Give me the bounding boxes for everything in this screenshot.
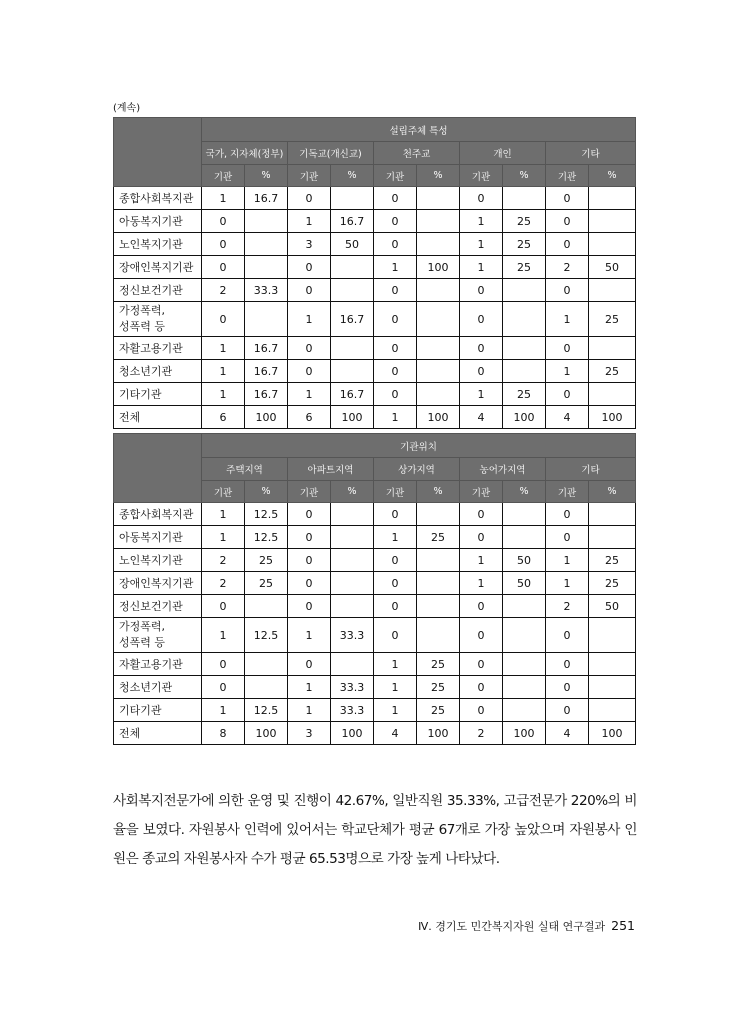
table-cell [417,233,460,256]
unit-header: 기관 [546,165,589,187]
table-cell: 25 [503,383,546,406]
table-cell: 0 [546,279,589,302]
table-cell: 1 [546,549,589,572]
table-cell [589,233,636,256]
table-cell: 6 [202,406,245,429]
unit-header: % [589,481,636,503]
table-cell: 12.5 [245,699,288,722]
table-cell [589,279,636,302]
table-cell: 2 [202,279,245,302]
table-cell: 0 [546,676,589,699]
table-cell: 16.7 [245,383,288,406]
table-cell [331,360,374,383]
row-label: 자활고용기관 [114,653,202,676]
table-cell: 0 [202,653,245,676]
table-row [114,360,636,383]
table-cell: 16.7 [331,302,374,337]
table-cell: 0 [288,187,331,210]
row-label: 아동복지기관 [114,526,202,549]
table-cell: 100 [417,406,460,429]
table-cell: 0 [374,572,417,595]
table-cell: 1 [288,699,331,722]
table-cell [245,210,288,233]
table-row [114,549,636,572]
table-cell: 25 [503,210,546,233]
table-cell: 0 [202,233,245,256]
table-cell: 1 [546,572,589,595]
row-label: 가정폭력, 성폭력 등 [114,618,202,653]
table-cell: 0 [460,526,503,549]
table-cell: 4 [374,722,417,745]
table-cell [417,549,460,572]
table-cell [417,595,460,618]
row-label: 아동복지기관 [114,210,202,233]
table-cell: 0 [374,503,417,526]
table-cell [417,187,460,210]
table-cell: 0 [374,337,417,360]
unit-header: % [417,165,460,187]
table-cell: 16.7 [245,360,288,383]
body-paragraph: 사회복지전문가에 의한 운영 및 진행이 42.67%, 일반직원 35.33%, 고급전문가 220%의 비율을 보였다. 자원봉사 인력에 있어서는 학교단체가 평균 67개로 가장 높았으며 자원봉사 인원은 종교의 자원봉사자 수가 평균 65.53명으로 가장 높게 나타났다. [113,793,637,867]
table-cell [503,360,546,383]
table-cell: 0 [546,233,589,256]
table-cell [589,676,636,699]
unit-header: 기관 [288,481,331,503]
table-cell: 0 [202,676,245,699]
table-cell: 0 [288,360,331,383]
table-cell [503,302,546,337]
table-group-header: 설립주체 특성 [202,118,636,142]
table-cell: 0 [460,279,503,302]
table-cell: 100 [245,722,288,745]
row-label: 종합사회복지관 [114,503,202,526]
table-cell: 0 [288,256,331,279]
column-header: 상가지역 [374,458,460,481]
table-cell [503,595,546,618]
table-cell [417,279,460,302]
table-cell: 6 [288,406,331,429]
table-cell: 0 [546,618,589,653]
table-cell: 25 [589,572,636,595]
table-cell: 8 [202,722,245,745]
table-cell: 1 [460,549,503,572]
row-label: 장애인복지기관 [114,256,202,279]
footer-chapter-title: Ⅳ. 경기도 민간복지자원 실태 연구결과 [418,920,606,933]
table-cell: 3 [288,722,331,745]
table-cell: 25 [589,549,636,572]
table-cell: 0 [374,360,417,383]
row-label: 가정폭력, 성폭력 등 [114,302,202,337]
table-cell [589,699,636,722]
column-header: 천주교 [374,142,460,165]
table-cell: 0 [546,653,589,676]
table-row [114,233,636,256]
table-cell: 0 [460,302,503,337]
table-cell: 1 [546,360,589,383]
table-cell: 0 [374,383,417,406]
table-cell: 0 [460,337,503,360]
table-cell: 0 [546,503,589,526]
table-cell: 1 [288,210,331,233]
table-cell: 1 [460,210,503,233]
table-cell: 12.5 [245,618,288,653]
table-cell: 0 [202,302,245,337]
table-cell: 25 [503,256,546,279]
table-cell: 12.5 [245,526,288,549]
row-label: 전체 [114,406,202,429]
table-cell: 0 [546,187,589,210]
column-header: 기독교(개신교) [288,142,374,165]
unit-header: 기관 [546,481,589,503]
table-cell: 1 [202,360,245,383]
table-cell: 2 [202,572,245,595]
column-header: 기타 [546,458,636,481]
table-cell: 3 [288,233,331,256]
table-row [114,653,636,676]
table-cell [589,618,636,653]
table-cell: 0 [288,595,331,618]
page-footer [418,918,635,934]
unit-header: 기관 [202,481,245,503]
row-label: 전체 [114,722,202,745]
table-cell: 1 [374,256,417,279]
table-cell: 1 [546,302,589,337]
row-label: 종합사회복지관 [114,187,202,210]
table-cell: 1 [202,503,245,526]
table-cell [245,256,288,279]
table-cell [503,526,546,549]
table-cell [589,526,636,549]
table-cell [331,337,374,360]
table-cell [503,618,546,653]
table-cell [417,360,460,383]
table-cell [589,503,636,526]
table-cell: 2 [546,595,589,618]
table-cell [245,302,288,337]
table-cell: 100 [417,722,460,745]
row-label: 자활고용기관 [114,337,202,360]
table-cell: 0 [374,595,417,618]
table-institution-location [113,433,636,745]
table-cell: 0 [460,676,503,699]
table-cell: 4 [546,406,589,429]
table-cell: 0 [460,503,503,526]
row-label: 노인복지기관 [114,233,202,256]
table-cell: 1 [288,618,331,653]
table-group-header: 기관위치 [202,434,636,458]
table-cell: 100 [417,256,460,279]
unit-header: 기관 [460,481,503,503]
column-header: 아파트지역 [288,458,374,481]
row-label: 노인복지기관 [114,549,202,572]
table-cell: 100 [503,722,546,745]
table-cell: 25 [417,676,460,699]
row-label: 청소년기관 [114,676,202,699]
table-cell: 0 [374,618,417,653]
table-cell: 50 [503,572,546,595]
row-label: 청소년기관 [114,360,202,383]
table-cell: 1 [374,699,417,722]
unit-header: 기관 [374,165,417,187]
table-cell [589,210,636,233]
table-row [114,279,636,302]
column-header: 국가, 지자체(정부) [202,142,288,165]
table-cell [331,595,374,618]
unit-header: % [245,481,288,503]
table-cell [589,383,636,406]
table-cell: 25 [417,699,460,722]
table-cell: 4 [546,722,589,745]
table-cell: 0 [374,279,417,302]
table-cell [417,618,460,653]
table-cell: 1 [288,676,331,699]
table-cell: 2 [460,722,503,745]
table-cell [331,503,374,526]
table-cell: 100 [503,406,546,429]
table-cell: 16.7 [331,383,374,406]
table-cell: 0 [460,653,503,676]
table-row [114,595,636,618]
table-cell [503,503,546,526]
row-label: 기타기관 [114,383,202,406]
table-cell: 0 [374,549,417,572]
table-cell: 0 [546,210,589,233]
unit-header: % [589,165,636,187]
table-cell: 1 [374,676,417,699]
table-row [114,526,636,549]
table-cell: 0 [288,549,331,572]
table-cell [417,572,460,595]
table-cell [245,595,288,618]
table-cell: 100 [245,406,288,429]
table-cell: 1 [460,256,503,279]
table-row [114,722,636,745]
row-label: 기타기관 [114,699,202,722]
table-cell: 0 [546,383,589,406]
table-row [114,572,636,595]
table-cell: 0 [288,337,331,360]
table-cell [503,279,546,302]
table-cell: 0 [460,187,503,210]
table-cell [331,187,374,210]
table-row [114,618,636,653]
table-row [114,302,636,337]
column-header: 주택지역 [202,458,288,481]
table-cell: 33.3 [331,699,374,722]
table-cell: 33.3 [245,279,288,302]
table-cell: 50 [503,549,546,572]
column-header: 기타 [546,142,636,165]
table-cell: 1 [460,383,503,406]
header-blank-cell [114,118,202,187]
table-cell: 33.3 [331,618,374,653]
table-cell: 0 [546,526,589,549]
table-cell: 25 [417,653,460,676]
table-cell: 25 [589,360,636,383]
table-cell: 0 [374,187,417,210]
unit-header: 기관 [374,481,417,503]
table-cell: 25 [503,233,546,256]
table-cell [589,337,636,360]
row-label: 정신보건기관 [114,595,202,618]
unit-header: 기관 [202,165,245,187]
table-cell [331,653,374,676]
row-label: 정신보건기관 [114,279,202,302]
table-cell: 1 [202,699,245,722]
table-cell: 50 [589,595,636,618]
table-cell [503,699,546,722]
table-cell: 0 [460,618,503,653]
table-cell: 0 [288,572,331,595]
table-cell: 33.3 [331,676,374,699]
table-cell: 0 [202,210,245,233]
table-cell: 0 [288,503,331,526]
table-cell: 25 [589,302,636,337]
unit-header: % [503,481,546,503]
continuation-label: (계속) [113,103,141,114]
table-founding-entity [113,117,636,429]
table-row [114,383,636,406]
table-cell [503,187,546,210]
unit-header: 기관 [288,165,331,187]
table-cell: 1 [202,526,245,549]
table-cell [589,187,636,210]
unit-header: % [245,165,288,187]
table-cell: 0 [546,699,589,722]
table-row [114,210,636,233]
table-cell: 1 [288,383,331,406]
table-cell [417,210,460,233]
table-cell [245,233,288,256]
table-cell: 0 [202,595,245,618]
table-cell [417,503,460,526]
table-cell: 16.7 [245,187,288,210]
table-row [114,256,636,279]
table-cell: 12.5 [245,503,288,526]
table-cell: 1 [288,302,331,337]
table-cell: 0 [288,653,331,676]
table-cell [417,383,460,406]
table-cell: 50 [589,256,636,279]
unit-header: % [503,165,546,187]
table-cell: 16.7 [245,337,288,360]
table-cell [331,549,374,572]
table-cell: 2 [202,549,245,572]
table-cell: 1 [460,572,503,595]
table-cell: 1 [374,653,417,676]
table-cell: 0 [546,337,589,360]
table-cell [331,256,374,279]
table-row [114,676,636,699]
table-cell: 1 [202,337,245,360]
table-cell: 25 [245,549,288,572]
table-cell: 0 [460,360,503,383]
table-cell: 16.7 [331,210,374,233]
table-row [114,503,636,526]
column-header: 농어가지역 [460,458,546,481]
table-cell [331,526,374,549]
table-cell [331,279,374,302]
column-header: 개인 [460,142,546,165]
table-cell: 100 [589,406,636,429]
table-row [114,699,636,722]
table-cell: 0 [288,279,331,302]
table-cell [417,337,460,360]
table-cell: 100 [589,722,636,745]
table-cell: 25 [417,526,460,549]
table-row [114,187,636,210]
table-cell: 0 [374,302,417,337]
page-number: 251 [611,918,635,933]
unit-header: % [331,165,374,187]
table-cell: 0 [460,595,503,618]
table-cell: 1 [374,526,417,549]
table-cell [503,653,546,676]
unit-header: % [331,481,374,503]
unit-header: % [417,481,460,503]
table-cell [417,302,460,337]
table-cell [245,653,288,676]
table-cell [503,337,546,360]
table-cell [245,676,288,699]
table-cell: 0 [202,256,245,279]
table-row [114,337,636,360]
table-cell [503,676,546,699]
table-cell: 25 [245,572,288,595]
table-cell: 2 [546,256,589,279]
unit-header: 기관 [460,165,503,187]
header-blank-cell [114,434,202,503]
table-cell: 50 [331,233,374,256]
table-cell: 1 [374,406,417,429]
table-cell: 0 [460,699,503,722]
table-cell [589,653,636,676]
table-cell: 0 [374,233,417,256]
table-row [114,406,636,429]
row-label: 장애인복지기관 [114,572,202,595]
table-cell: 4 [460,406,503,429]
table-cell: 0 [374,210,417,233]
table-cell: 1 [460,233,503,256]
table-cell [331,572,374,595]
table-cell: 100 [331,722,374,745]
table-cell: 1 [202,383,245,406]
table-cell: 1 [202,618,245,653]
table-cell: 0 [288,526,331,549]
table-cell: 1 [202,187,245,210]
table-cell: 100 [331,406,374,429]
